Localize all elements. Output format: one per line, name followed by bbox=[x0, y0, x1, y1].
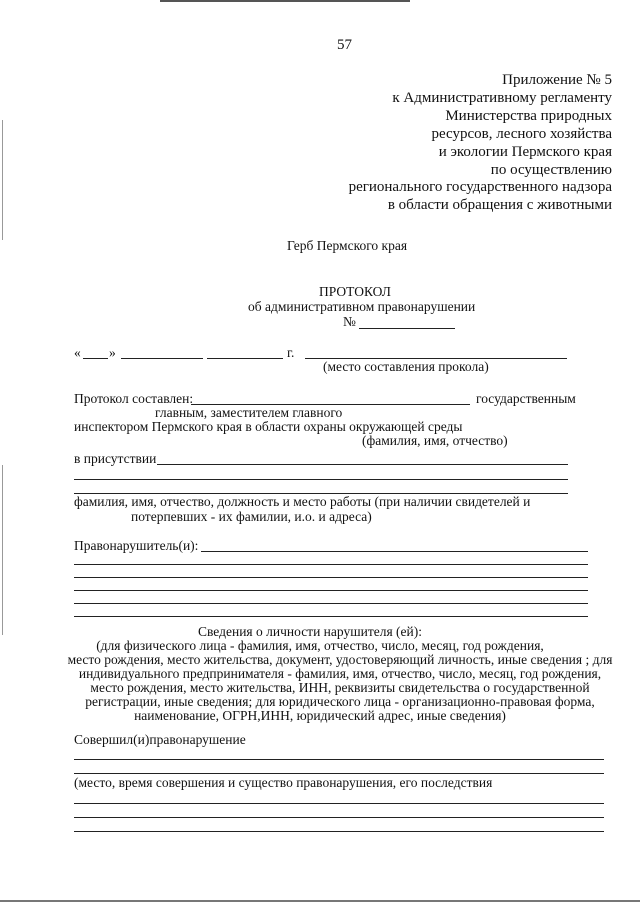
scan-edge-left-2 bbox=[2, 465, 3, 635]
committed-line-5 bbox=[74, 831, 604, 832]
identity-line-4: место рождения, место жительства, ИНН, реквизиты свидетельства о государственной bbox=[90, 680, 590, 695]
page-number: 57 bbox=[337, 37, 352, 53]
offender-line-5 bbox=[74, 603, 588, 604]
offender-label: Правонарушитель(и): bbox=[74, 538, 199, 553]
date-month-line bbox=[121, 358, 203, 359]
identity-title: Сведения о личности нарушителя (ей): bbox=[198, 624, 423, 639]
identity-line-1: (для физического лица - фамилия, имя, отчество, число, месяц, год рождения, bbox=[96, 638, 544, 653]
date-quote-open: « bbox=[74, 345, 81, 360]
identity-line-5: регистрации, иные сведения; для юридического лица - организационно-правовая форма, bbox=[85, 694, 595, 709]
committed-hint: (место, время совершения и существо правонарушения, его последствия bbox=[74, 775, 493, 790]
date-day-line bbox=[83, 358, 108, 359]
appendix-line-3: Министерства природных bbox=[445, 108, 612, 124]
date-year-suffix: г. bbox=[287, 345, 295, 360]
composed-after: государственным bbox=[476, 391, 576, 406]
presence-line-1 bbox=[157, 464, 568, 465]
committed-line-2 bbox=[74, 773, 604, 774]
committed-line-3 bbox=[74, 803, 604, 804]
offender-line-4 bbox=[74, 590, 588, 591]
protocol-number-label: № bbox=[343, 314, 356, 329]
appendix-line-6: по осуществлению bbox=[490, 162, 612, 178]
composed-label: Протокол составлен: bbox=[74, 391, 194, 406]
presence-hint-1: фамилия, имя, отчество, должность и место работы (при наличии свидетелей и bbox=[74, 494, 531, 509]
composed-hint: (фамилия, имя, отчество) bbox=[362, 433, 508, 448]
coat-of-arms-caption: Герб Пермского края bbox=[287, 238, 408, 253]
protocol-number-line bbox=[359, 328, 455, 329]
composed-line-2: главным, заместителем главного bbox=[155, 405, 343, 420]
presence-line-2 bbox=[74, 479, 568, 480]
identity-line-6: наименование, ОГРН,ИНН, юридический адрес, иные сведения) bbox=[134, 708, 506, 723]
presence-label: в присутствии bbox=[74, 451, 157, 466]
scan-edge-left bbox=[2, 120, 3, 240]
offender-line-6 bbox=[74, 616, 588, 617]
scan-edge-bottom bbox=[0, 900, 640, 902]
offender-line-2 bbox=[74, 564, 588, 565]
date-year-line bbox=[207, 358, 283, 359]
protocol-title: ПРОТОКОЛ bbox=[319, 284, 391, 299]
place-hint: (место составления прокола) bbox=[323, 359, 489, 374]
protocol-subtitle: об административном правонарушении bbox=[248, 299, 476, 314]
identity-line-3: индивидуального предпринимателя - фамилия, имя, отчество, число, месяц, год рождения, bbox=[78, 666, 602, 681]
offender-line-1 bbox=[201, 551, 588, 552]
date-quote-close: » bbox=[109, 345, 116, 360]
appendix-line-2: к Административному регламенту bbox=[392, 90, 612, 106]
committed-label: Совершил(и)правонарушение bbox=[74, 732, 246, 747]
committed-line-4 bbox=[74, 817, 604, 818]
appendix-line-4: ресурсов, лесного хозяйства bbox=[431, 126, 612, 142]
appendix-line-8: в области обращения с животными bbox=[387, 197, 612, 213]
scan-edge-top bbox=[160, 0, 410, 2]
presence-hint-2: потерпевших - их фамилии, и.о. и адреса) bbox=[131, 509, 372, 524]
appendix-line-1: Приложение № 5 bbox=[502, 72, 612, 88]
committed-line-1 bbox=[74, 759, 604, 760]
composed-line-3: инспектором Пермского края в области охраны окружающей среды bbox=[74, 419, 463, 434]
appendix-line-7: регионального государственного надзора bbox=[348, 179, 612, 195]
identity-line-2: место рождения, место жительства, документ, удостоверяющий личность, иные сведения ; для bbox=[67, 652, 613, 667]
offender-line-3 bbox=[74, 577, 588, 578]
appendix-line-5: и экологии Пермского края bbox=[438, 144, 612, 160]
